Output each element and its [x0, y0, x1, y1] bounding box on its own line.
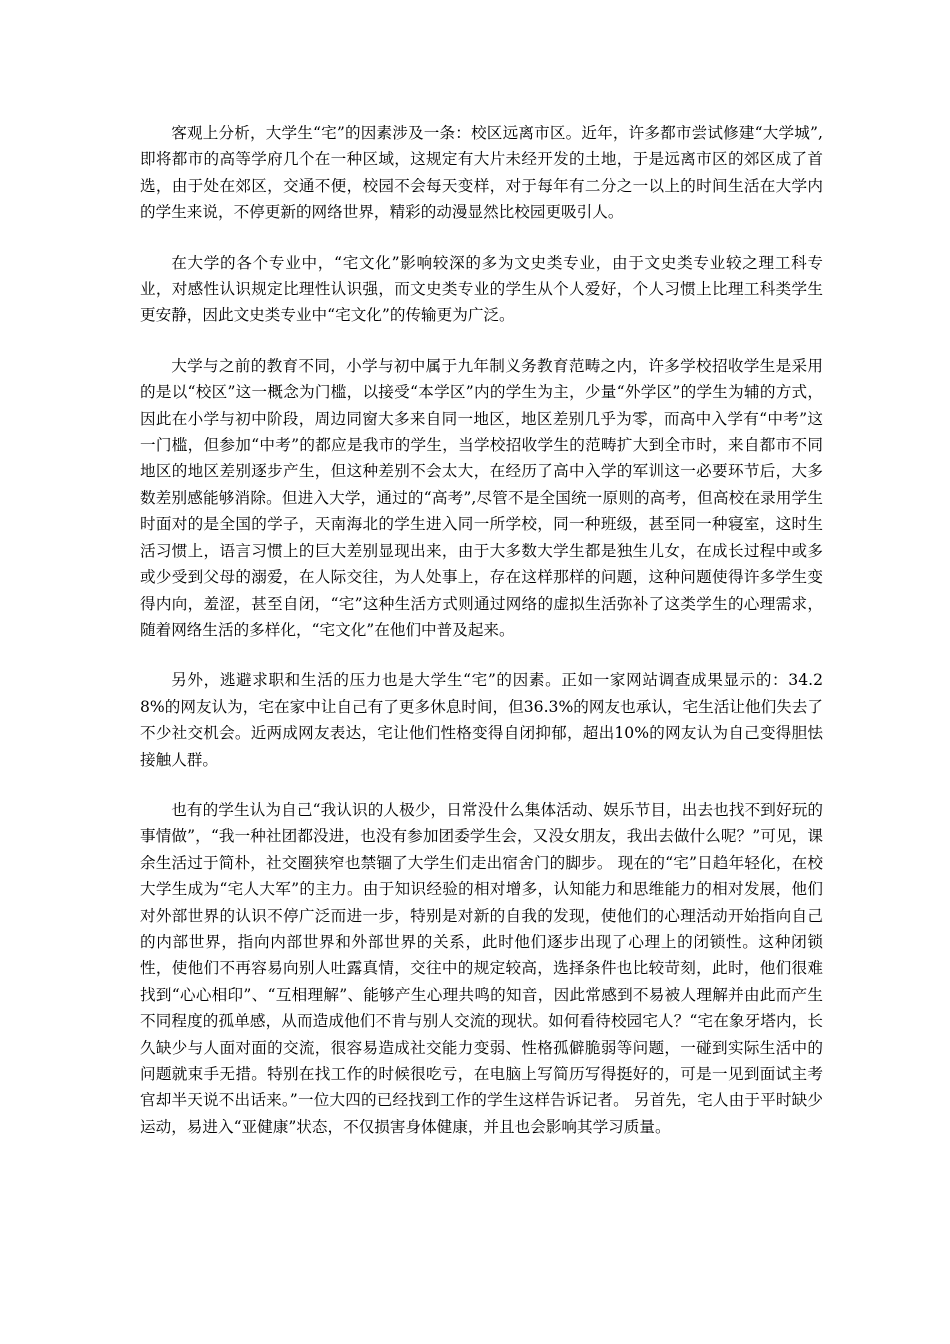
- document-page: [140, 120, 823, 1164]
- paragraph-2: 在大学的各个专业中，“宅文化”影响较深的多为文史类专业，由于文史类专业较之理工科专业，对感性认识规定比理性认识强，而文史类专业的学生从个人爱好，个人习惯上比理工科类学生更安静，因此文史类专业中“宅文化”的传输更为广泛。: [140, 253, 823, 325]
- paragraph-3: 大学与之前的教育不同，小学与初中属于九年制义务教育范畴之内，许多学校招收学生是采用的是以“校区”这一概念为门槛，以接受“本学区”内的学生为主，少量“外学区”的学生为辅的方式，因此在小学与初中阶段，周边同窗大多来自同一地区，地区差别几乎为零，而高中入学有“中考”这一门槛，但参加“中考”的都应是我市的学生，当学校招收学生的范畴扩大到全市时，来自都市不同地区的地区差别逐步产生，但这种差别不会太大，在经历了高中入学的军训这一必要环节后，大多数差别感能够消除。但进入大学，通过的“高考”,尽管不是全国统一原则的高考，但高校在录用学生时面对的是全国的学子，天南海北的学生进入同一所学校，同一种班级，甚至同一种寝室，这时生活习惯上，语言习惯上的巨大差别显现出来，由于大多数大学生都是独生儿女，在成长过程中或多或少受到父母的溺爱，在人际交往，为人处事上，存在这样那样的问题，这种问题使得许多学生变得内向，羞涩，甚至自闭，“宅”这种生活方式则通过网络的虚拟生活弥补了这类学生的心理需求，随着网络生活的多样化，“宅文化”在他们中普及起来。: [140, 356, 823, 639]
- paragraph-4: 另外，逃避求职和生活的压力也是大学生“宅”的因素。正如一家网站调查成果显示的：34.28%的网友认为，宅在家中让自己有了更多休息时间，但36.3%的网友也承认，宅生活让他们失去了不少社交机会。近两成网友表达，宅让他们性格变得自闭抑郁，超出10%的网友认为自己变得胆怯接触人群。: [140, 671, 823, 769]
- paragraph-5: 也有的学生认为自己“我认识的人极少，日常没什么集体活动、娱乐节目，出去也找不到好玩的事情做”，“我一种社团都没进，也没有参加团委学生会，又没女朋友，我出去做什么呢？”可见，课余生活过于简朴，社交圈狭窄也禁锢了大学生们走出宿舍门的脚步。 现在的“宅”日趋年轻化，在校大学生成为“宅人大军”的主力。由于知识经验的相对增多，认知能力和思维能力的相对发展，他们对外部世界的认识不停广泛而进一步，特别是对新的自我的发现，使他们的心理活动开始指向自己的内部世界，指向内部世界和外部世界的关系，此时他们逐步出现了心理上的闭锁性。这种闭锁性，使他们不再容易向别人吐露真情，交往中的规定较高，选择条件也比较苛刻，此时，他们很难找到“心心相印”、“互相理解”、能够产生心理共鸣的知音，因此常感到不易被人理解并由此而产生不同程度的孤单感，从而造成他们不肯与别人交流的现状。如何看待校园宅人？“宅在象牙塔内，长久缺少与人面对面的交流，很容易造成社交能力变弱、性格孤僻脆弱等问题，一碰到实际生活中的问题就束手无措。特别在找工作的时候很吃亏，在电脑上写简历写得挺好的，可是一见到面试主考官却半天说不出话来。”一位大四的已经找到工作的学生这样告诉记者。 另首先，宅人由于平时缺少运动，易进入“亚健康”状态，不仅损害身体健康，并且也会影响其学习质量。: [140, 800, 823, 1136]
- paragraph-1: 客观上分析，大学生“宅”的因素涉及一条：校区远离市区。近年，许多都市尝试修建“大学城”,即将都市的高等学府几个在一种区域，这规定有大片未经开发的土地，于是远离市区的郊区成了首选，由于处在郊区，交通不便，校园不会每天变样，对于每年有二分之一以上的时间生活在大学内的学生来说，不停更新的网络世界，精彩的动漫显然比校园更吸引人。: [140, 124, 823, 222]
